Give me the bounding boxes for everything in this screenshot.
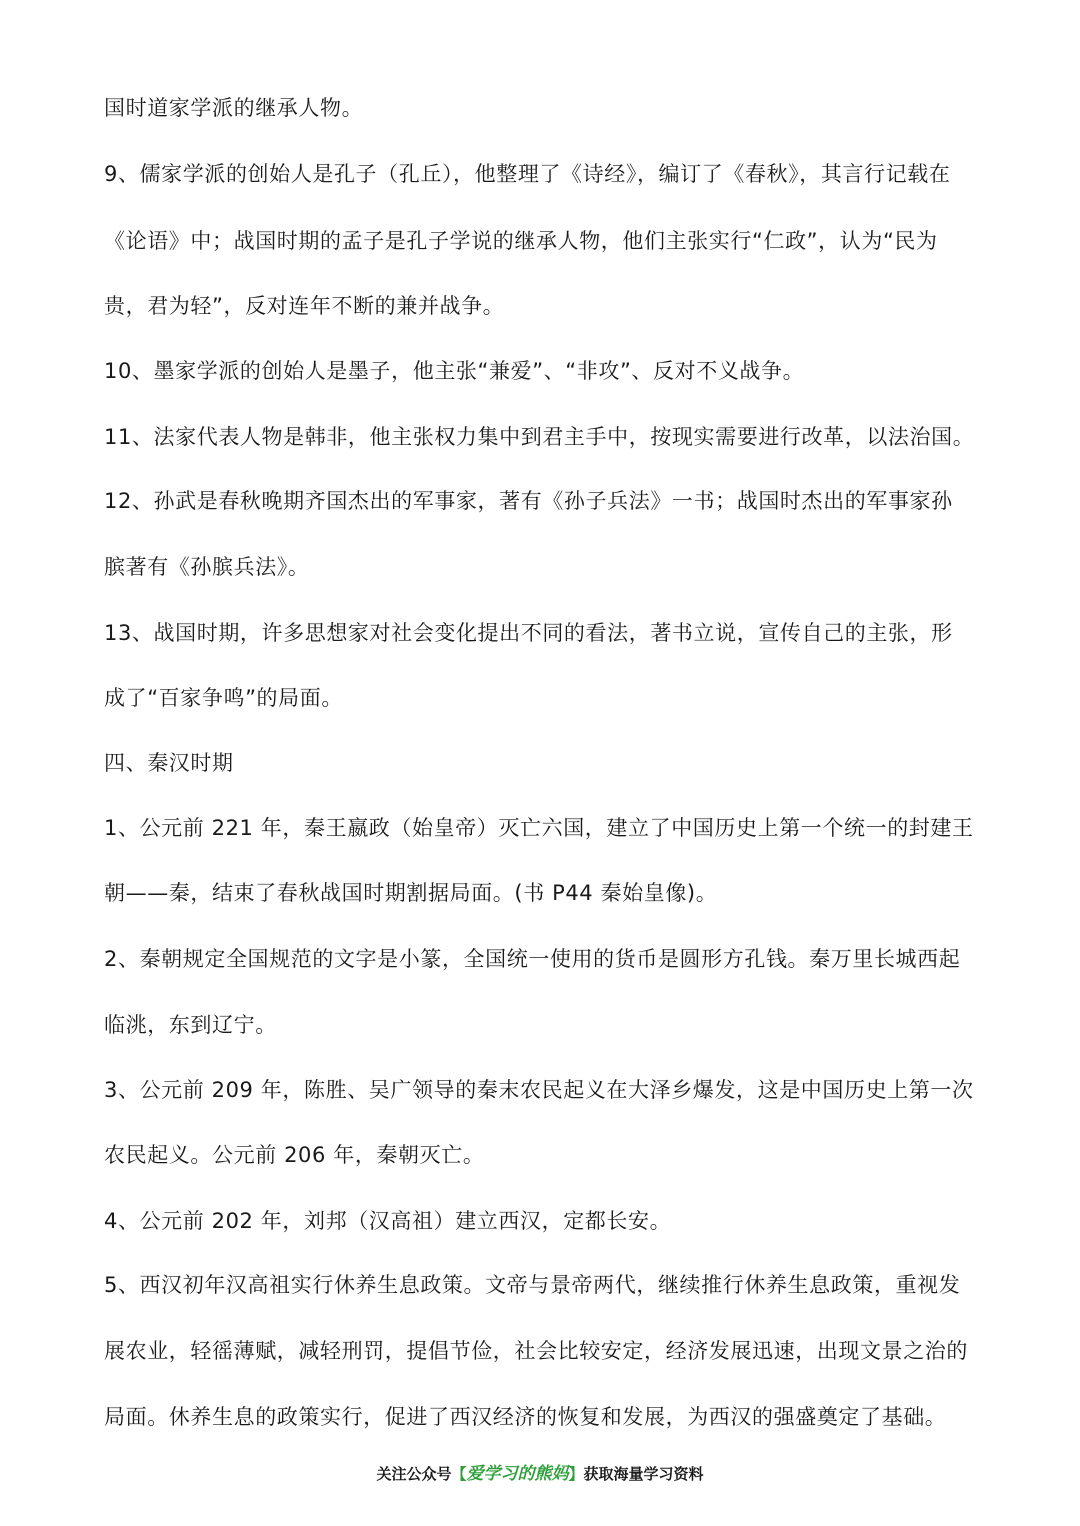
footer-brand-name: 爱学习的熊妈	[466, 1464, 569, 1484]
text-line: 10、墨家学派的创始人是墨子，他主张“兼爱”、“非攻”、反对不义战争。	[104, 359, 805, 383]
footer-suffix: 获取海量学习资料	[583, 1465, 704, 1483]
text-line: 《论语》中；战国时期的孟子是孔子学说的继承人物，他们主张实行“仁政”，认为“民为	[104, 229, 938, 253]
footer-banner	[0, 1462, 1080, 1486]
text-line: 5、西汉初年汉高祖实行休养生息政策。文帝与景帝两代，继续推行休养生息政策，重视发	[104, 1273, 961, 1297]
text-line: 膑著有《孙膑兵法》。	[104, 555, 310, 579]
text-line: 临洮，东到辽宁。	[104, 1013, 277, 1037]
footer-bracket-close: 】	[568, 1465, 584, 1483]
text-line: 12、孙武是春秋晚期齐国杰出的军事家，著有《孙子兵法》一书；战国时杰出的军事家孙	[104, 489, 953, 513]
footer-prefix: 关注公众号	[376, 1465, 452, 1483]
text-line: 展农业，轻徭薄赋，减轻刑罚，提倡节俭，社会比较安定，经济发展迅速，出现文景之治的	[104, 1339, 968, 1363]
text-line: 13、战国时期，许多思想家对社会变化提出不同的看法，著书立说，宣传自己的主张，形	[104, 621, 953, 645]
text-line: 3、公元前 209 年，陈胜、吴广领导的秦末农民起义在大泽乡爆发，这是中国历史上第一次	[104, 1078, 974, 1102]
text-line: 朝——秦，结束了春秋战国时期割据局面。(书 P44 秦始皇像)。	[104, 881, 718, 905]
text-line: 贵，君为轻”，反对连年不断的兼并战争。	[104, 294, 505, 318]
section-heading: 四、秦汉时期	[104, 751, 234, 775]
footer-bracket-open: 【	[451, 1465, 467, 1483]
text-line: 11、法家代表人物是韩非，他主张权力集中到君主手中，按现实需要进行改革，以法治国。	[104, 425, 975, 449]
text-line: 2、秦朝规定全国规范的文字是小篆，全国统一使用的货币是圆形方孔钱。秦万里长城西起	[104, 947, 961, 971]
text-line: 1、公元前 221 年，秦王嬴政（始皇帝）灭亡六国，建立了中国历史上第一个统一的封建王	[104, 816, 974, 840]
text-line: 农民起义。公元前 206 年，秦朝灭亡。	[104, 1143, 485, 1167]
text-line: 国时道家学派的继承人物。	[104, 96, 364, 120]
text-line: 成了“百家争鸣”的局面。	[104, 686, 343, 710]
text-line: 局面。休养生息的政策实行，促进了西汉经济的恢复和发展，为西汉的强盛奠定了基础。	[104, 1405, 947, 1429]
text-line: 9、儒家学派的创始人是孔子（孔丘），他整理了《诗经》，编订了《春秋》，其言行记载在	[104, 162, 951, 186]
text-line: 4、公元前 202 年，刘邦（汉高祖）建立西汉，定都长安。	[104, 1209, 672, 1233]
